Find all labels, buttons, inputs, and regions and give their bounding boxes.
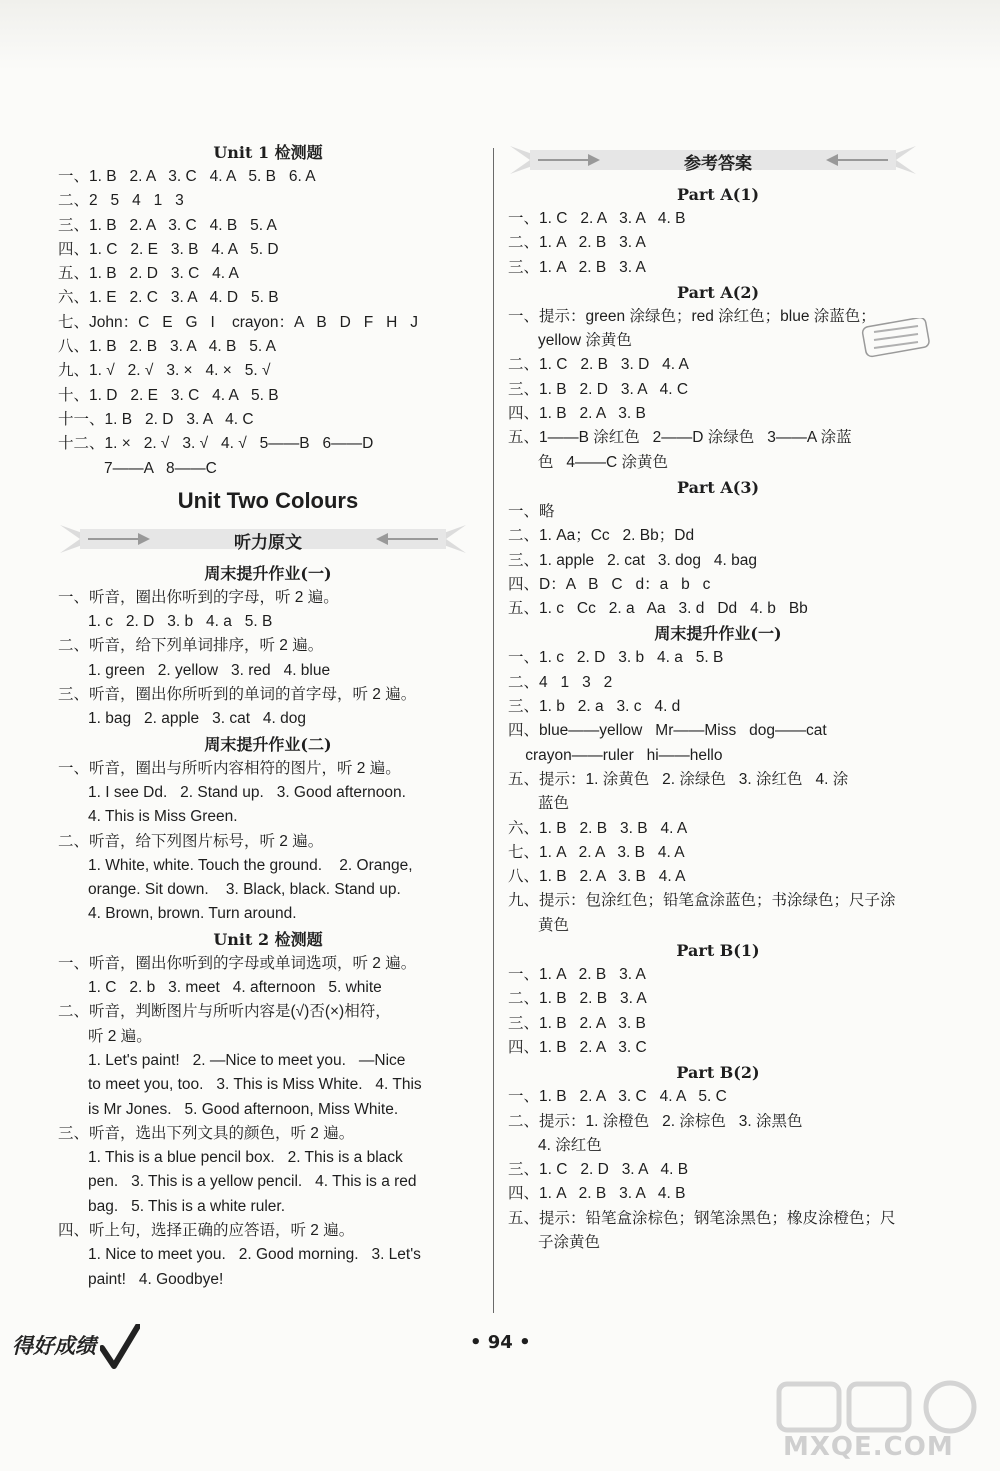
transcript-line: 1. This is a blue pencil box. 2. This is a black (88, 1149, 403, 1167)
transcript-line: 4. Brown, brown. Turn around. (88, 905, 297, 923)
answer-line: 三、1. b 2. a 3. c 4. d (508, 698, 681, 716)
answer-line: 色 4——C 涂黄色 (538, 453, 669, 471)
answer-line: 十一、1. B 2. D 3. A 4. C (58, 410, 254, 428)
section-title: Part B(1) (676, 941, 760, 961)
answer-line: 四、1. C 2. E 3. B 4. A 5. D (58, 240, 279, 258)
answer-line: 三、1. B 2. A 3. C 4. B 5. A (58, 216, 277, 234)
answer-line: 一、1. C 2. A 3. A 4. B (508, 210, 686, 227)
listening-banner-label: 听力原文 (234, 532, 302, 553)
section-title: Part A(2) (676, 282, 760, 302)
transcript-line: 1. Let's paint! 2. —Nice to meet you. —Nice (88, 1051, 406, 1069)
answer-line: 十二、1. × 2. √ 3. √ 4. √ 5——B 6——D (58, 435, 374, 453)
answer-line: 七、John：C E G I crayon：A B D F H J (58, 313, 419, 331)
answer-line: 四、1. B 2. A 3. C (508, 1038, 647, 1056)
section-title: Part B(2) (676, 1063, 760, 1083)
transcript-line: 1. C 2. b 3. meet 4. afternoon 5. white (88, 979, 382, 997)
unit1-answers (58, 165, 478, 457)
answers-banner-label: 参考答案 (684, 154, 752, 174)
answer-line: 四、D：A B C d：a b c (508, 575, 711, 593)
answer-line: 二、2 5 4 1 3 (58, 192, 184, 210)
answer-line: 三、1. B 2. A 3. B (508, 1014, 646, 1032)
watermark-text: MXQE.COM (783, 1432, 954, 1462)
answer-line: crayon——ruler hi——hello (508, 746, 723, 764)
transcript-line: to meet you, too. 3. This is Miss White. 4. This (88, 1076, 422, 1094)
answer-line: 四、blue——yellow Mr——Miss dog——cat (508, 722, 827, 740)
answer-line: 三、1. B 2. D 3. A 4. C (508, 380, 689, 398)
transcript-line: 1. bag 2. apple 3. cat 4. dog (88, 710, 307, 728)
answer-line: 五、提示：铅笔盒涂棕色；钢笔涂黑色；橡皮涂橙色；尺 (508, 1209, 896, 1227)
answer-line: 六、1. B 2. B 3. B 4. A (508, 819, 688, 837)
unit-two-heading: Unit Two Colours (177, 487, 359, 513)
answer-line: 五、1——B 涂红色 2——D 涂绿色 3——A 涂蓝 (508, 429, 852, 447)
checkmark-icon (100, 1324, 140, 1370)
answer-line: 三、1. C 2. D 3. A 4. B (508, 1161, 689, 1179)
answer-line: 四、1. A 2. B 3. A 4. B (508, 1185, 686, 1203)
answer-line: 一、1. A 2. B 3. A (508, 966, 646, 984)
page-number: • 94 • (470, 1332, 531, 1353)
answer-line: yellow 涂黄色 (538, 332, 632, 350)
answer-line: 五、提示：1. 涂黄色 2. 涂绿色 3. 涂红色 4. 涂 (508, 770, 849, 788)
answer-line: 二、1. C 2. B 3. D 4. A (508, 356, 689, 374)
answer-line: 子涂黄色 (538, 1233, 601, 1251)
transcript-line: 1. green 2. yellow 3. red 4. blue (88, 661, 331, 679)
stamp-icon (860, 318, 932, 358)
unit1-last-line: 7——A 8——C (104, 459, 217, 477)
answer-line: 二、1. B 2. B 3. A (508, 990, 647, 1008)
unit1-test-title: Unit 1 检测题 (213, 143, 323, 162)
transcript-line: 4. This is Miss Green. (88, 808, 238, 826)
answer-line: 四、1. B 2. A 3. B (508, 405, 646, 423)
answer-line: 4. 涂红色 (538, 1136, 602, 1154)
transcript-line: orange. Sit down. 3. Black, black. Stand up. (88, 881, 401, 899)
answers-banner (508, 142, 928, 178)
answer-line: 一、1. B 2. A 3. C 4. A 5. B 6. A (58, 168, 316, 185)
answer-line: 七、1. A 2. A 3. B 4. A (508, 843, 685, 861)
question-line: 听 2 遍。 (88, 1027, 152, 1045)
transcript-line: 1. White, white. Touch the ground. 2. Orange, (88, 856, 413, 874)
answer-line: 蓝色 (538, 795, 570, 813)
answer-line: 一、1. B 2. A 3. C 4. A 5. C (508, 1088, 727, 1106)
answer-line: 二、提示：1. 涂橙色 2. 涂棕色 3. 涂黑色 (508, 1112, 803, 1130)
question-line: 四、听上句，选择正确的应答语，听 2 遍。 (58, 1221, 355, 1239)
watermark-logo-icon (775, 1380, 990, 1435)
unit2-test-title: Unit 2 检测题 (213, 929, 323, 949)
question-line: 一、听音，圈出与所听内容相符的图片，听 2 遍。 (58, 759, 401, 777)
question-line: 二、听音，判断图片与所听内容是(√)否(×)相符， (58, 1003, 391, 1021)
answer-line: 九、提示：包涂红色；铅笔盒涂蓝色；书涂绿色；尺子涂 (508, 892, 896, 910)
answer-line: 五、1. B 2. D 3. C 4. A (58, 265, 239, 283)
answer-line: 二、4 1 3 2 (508, 673, 613, 691)
question-line: 一、听音，圈出你听到的字母，听 2 遍。 (58, 588, 339, 606)
answer-line: 十、1. D 2. E 3. C 4. A 5. B (58, 386, 279, 404)
watermark (775, 1380, 990, 1465)
page-top-shade (0, 0, 1000, 70)
section-title: Part A(1) (676, 185, 760, 204)
transcript-line: pen. 3. This is a yellow pencil. 4. This is a red (88, 1173, 417, 1191)
transcript-line: bag. 5. This is a white ruler. (88, 1197, 286, 1215)
answer-line: 六、1. E 2. C 3. A 4. D 5. B (58, 289, 279, 307)
right-column (508, 140, 928, 1255)
answer-line: 八、1. B 2. B 3. A 4. B 5. A (58, 338, 276, 356)
question-line: 二、听音，给下列单词排序，听 2 遍。 (58, 637, 324, 655)
weekend1-questions (58, 586, 478, 732)
answer-line: 八、1. B 2. A 3. B 4. A (508, 868, 686, 886)
weekend2-questions (58, 757, 478, 927)
transcript-line: 1. c 2. D 3. b 4. a 5. B (88, 613, 273, 631)
listening-banner (58, 521, 478, 557)
weekend2-title: 周末提升作业(二) (204, 734, 332, 754)
question-line: 一、听音，圈出你听到的字母或单词选项，听 2 遍。 (58, 954, 417, 972)
transcript-line: 1. Nice to meet you. 2. Good morning. 3. Let's (88, 1246, 421, 1264)
answer-line: 一、提示：green 涂绿色；red 涂红色；blue 涂蓝色； (508, 307, 876, 325)
transcript-line: paint! 4. Goodbye! (88, 1270, 224, 1288)
column-divider (493, 148, 494, 1313)
answer-line: 一、1. c 2. D 3. b 4. a 5. B (508, 649, 724, 667)
answer-line: 二、1. A 2. B 3. A (508, 234, 646, 252)
transcript-line: is Mr Jones. 5. Good afternoon, Miss White. (88, 1100, 399, 1118)
left-column (58, 140, 478, 1292)
answer-line: 五、1. c Cc 2. a Aa 3. d Dd 4. b Bb (508, 600, 808, 618)
answer-line: 三、1. A 2. B 3. A (508, 258, 646, 276)
transcript-line: 1. I see Dd. 2. Stand up. 3. Good afternoon. (88, 783, 406, 801)
logo-text: 得好成绩 (12, 1334, 96, 1358)
section-title: Part A(3) (676, 477, 760, 497)
answer-line: 二、1. Aa；Cc 2. Bb；Dd (508, 527, 695, 545)
unit2-test-questions (58, 952, 478, 1292)
weekend1-title: 周末提升作业(一) (204, 563, 332, 583)
question-line: 三、听音，圈出你所听到的单词的首字母，听 2 遍。 (58, 686, 417, 704)
section-title: 周末提升作业(一) (654, 624, 782, 644)
answer-line: 三、1. apple 2. cat 3. dog 4. bag (508, 551, 758, 569)
answer-line: 九、1. √ 2. √ 3. × 4. × 5. √ (58, 362, 271, 380)
question-line: 三、听音，选出下列文具的颜色，听 2 遍。 (58, 1124, 355, 1142)
answer-line: 黄色 (538, 916, 570, 934)
answer-line: 一、略 (508, 502, 555, 520)
brand-logo (12, 1330, 96, 1370)
question-line: 二、听音，给下列图片标号，听 2 遍。 (58, 832, 324, 850)
